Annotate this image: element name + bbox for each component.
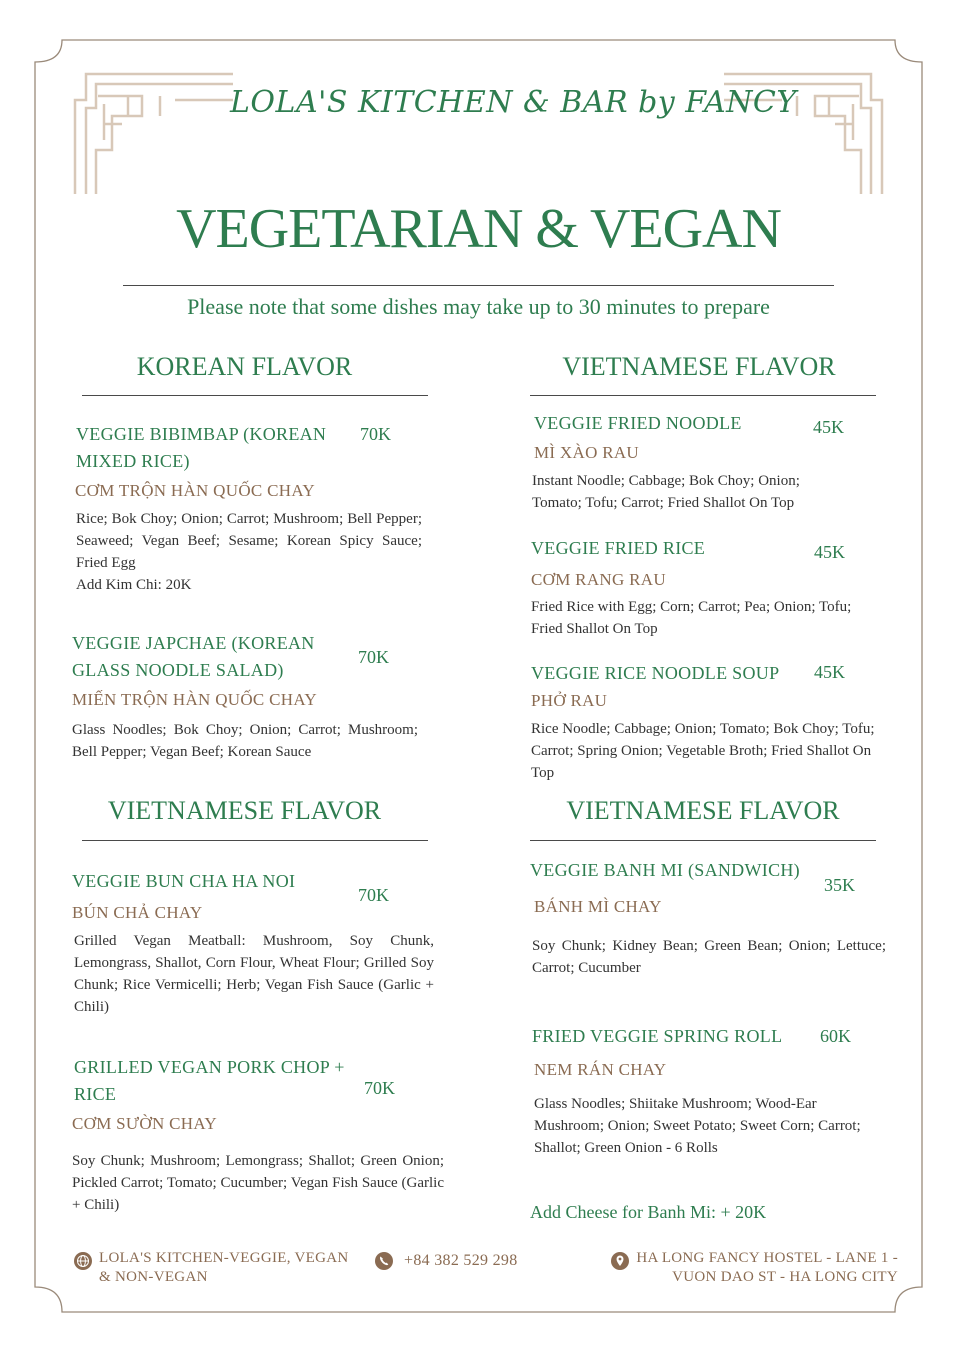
item-name: VEGGIE JAPCHAE (KOREAN GLASS NOODLE SALAD) (72, 633, 315, 680)
item-description: Instant Noodle; Cabbage; Bok Choy; Onion; Tomato; Tofu; Carrot; Fried Shallot On Top (532, 473, 800, 511)
location-pin-icon (610, 1251, 630, 1271)
item-extra: Add Kim Chi: 20K (76, 577, 192, 593)
item-name: FRIED VEGGIE SPRING ROLL (532, 1026, 783, 1046)
section-title-vietnamese: VIETNAMESE FLAVOR (562, 352, 836, 381)
brand-name: LOLA'S KITCHEN & BAR by FANCY (230, 85, 797, 120)
item-name: VEGGIE BIBIMBAP (KOREAN MIXED RICE) (76, 424, 327, 471)
section-divider (82, 840, 428, 841)
item-description: Fried Rice with Egg; Corn; Carrot; Pea; Onion; Tofu; Fried Shallot On Top (531, 599, 852, 637)
item-name: VEGGIE RICE NOODLE SOUP (531, 663, 780, 683)
banh-mi-cheese-addon: Add Cheese for Banh Mi: + 20K (530, 1202, 767, 1222)
section-title-vietnamese: VIETNAMESE FLAVOR (566, 796, 840, 825)
left-ornament (75, 74, 233, 194)
item-price: 45K (814, 542, 845, 562)
footer-address: HA LONG FANCY HOSTEL - LANE 1 - VUON DAO ST - HA LONG CITY (636, 1250, 898, 1285)
footer-phone: +84 382 529 298 (404, 1252, 518, 1269)
item-name: GRILLED VEGAN PORK CHOP + RICE (74, 1057, 345, 1104)
item-vietnamese-name: BÁNH MÌ CHAY (534, 897, 662, 916)
item-vietnamese-name: MIẾN TRỘN HÀN QUỐC CHAY (72, 690, 317, 709)
preparation-note: Please note that some dishes may take up to 30 minutes to prepare (187, 294, 770, 319)
item-price: 70K (364, 1078, 395, 1098)
item-vietnamese-name: NEM RÁN CHAY (534, 1060, 667, 1079)
title-divider (123, 285, 834, 286)
section-title-korean: KOREAN FLAVOR (136, 352, 353, 381)
footer-website: LOLA'S KITCHEN-VEGGIE, VEGAN & NON-VEGAN (99, 1250, 349, 1285)
item-vietnamese-name: MÌ XÀO RAU (534, 443, 639, 462)
phone-icon (374, 1251, 394, 1271)
item-description: Glass Noodles; Shiitake Mushroom; Wood-Ear Mushroom; Onion; Sweet Potato; Sweet Corn; Carrot; Shallot; Green Onion - 6 Rolls (534, 1096, 861, 1156)
item-description: Glass Noodles; Bok Choy; Onion; Carrot; Mushroom; Bell Pepper; Vegan Beef; Korean Sauce (72, 722, 418, 760)
item-name: VEGGIE BANH MI (SANDWICH) (530, 860, 800, 880)
item-name: VEGGIE FRIED NOODLE (534, 413, 742, 433)
page-title: VEGETARIAN & VEGAN (176, 198, 781, 260)
item-description: Grilled Vegan Meatball: Mushroom, Soy Chunk, Lemongrass, Shallot, Corn Flour, Wheat Flour; Grilled Soy Chunk; Rice Vermicelli; Herb; Vegan Fish Sauce (Garlic + Chili) (74, 933, 434, 1015)
item-name: VEGGIE BUN CHA HA NOI (72, 871, 296, 891)
item-vietnamese-name: CƠM RANG RAU (531, 570, 666, 589)
section-divider (530, 840, 876, 841)
item-price: 70K (360, 424, 391, 444)
globe-icon (73, 1251, 93, 1271)
item-description: Rice; Bok Choy; Onion; Carrot; Mushroom; Bell Pepper; Seaweed; Vegan Beef; Sesame; Korean Spicy Sauce; Fried Egg (76, 511, 422, 571)
item-price: 70K (358, 885, 389, 905)
item-price: 35K (824, 875, 855, 895)
item-description: Soy Chunk; Kidney Bean; Green Bean; Onion; Lettuce; Carrot; Cucumber (532, 938, 886, 976)
item-description: Rice Noodle; Cabbage; Onion; Tomato; Bok Choy; Tofu; Carrot; Spring Onion; Vegetable Broth; Fried Shallot On Top (531, 721, 875, 781)
item-name: VEGGIE FRIED RICE (531, 538, 706, 558)
item-price: 45K (814, 662, 845, 682)
section-divider (82, 395, 428, 396)
item-price: 60K (820, 1026, 851, 1046)
item-vietnamese-name: PHỞ RAU (531, 691, 608, 710)
section-divider (530, 395, 876, 396)
item-description: Soy Chunk; Mushroom; Lemongrass; Shallot; Green Onion; Pickled Carrot; Tomato; Cucumber; Vegan Fish Sauce (Garlic + Chili) (72, 1153, 444, 1213)
item-vietnamese-name: CƠM TRỘN HÀN QUỐC CHAY (75, 481, 315, 500)
item-vietnamese-name: CƠM SƯỜN CHAY (72, 1114, 217, 1133)
item-price: 70K (358, 647, 389, 667)
section-title-vietnamese: VIETNAMESE FLAVOR (107, 796, 382, 825)
item-price: 45K (813, 417, 844, 437)
item-vietnamese-name: BÚN CHẢ CHAY (72, 903, 203, 922)
